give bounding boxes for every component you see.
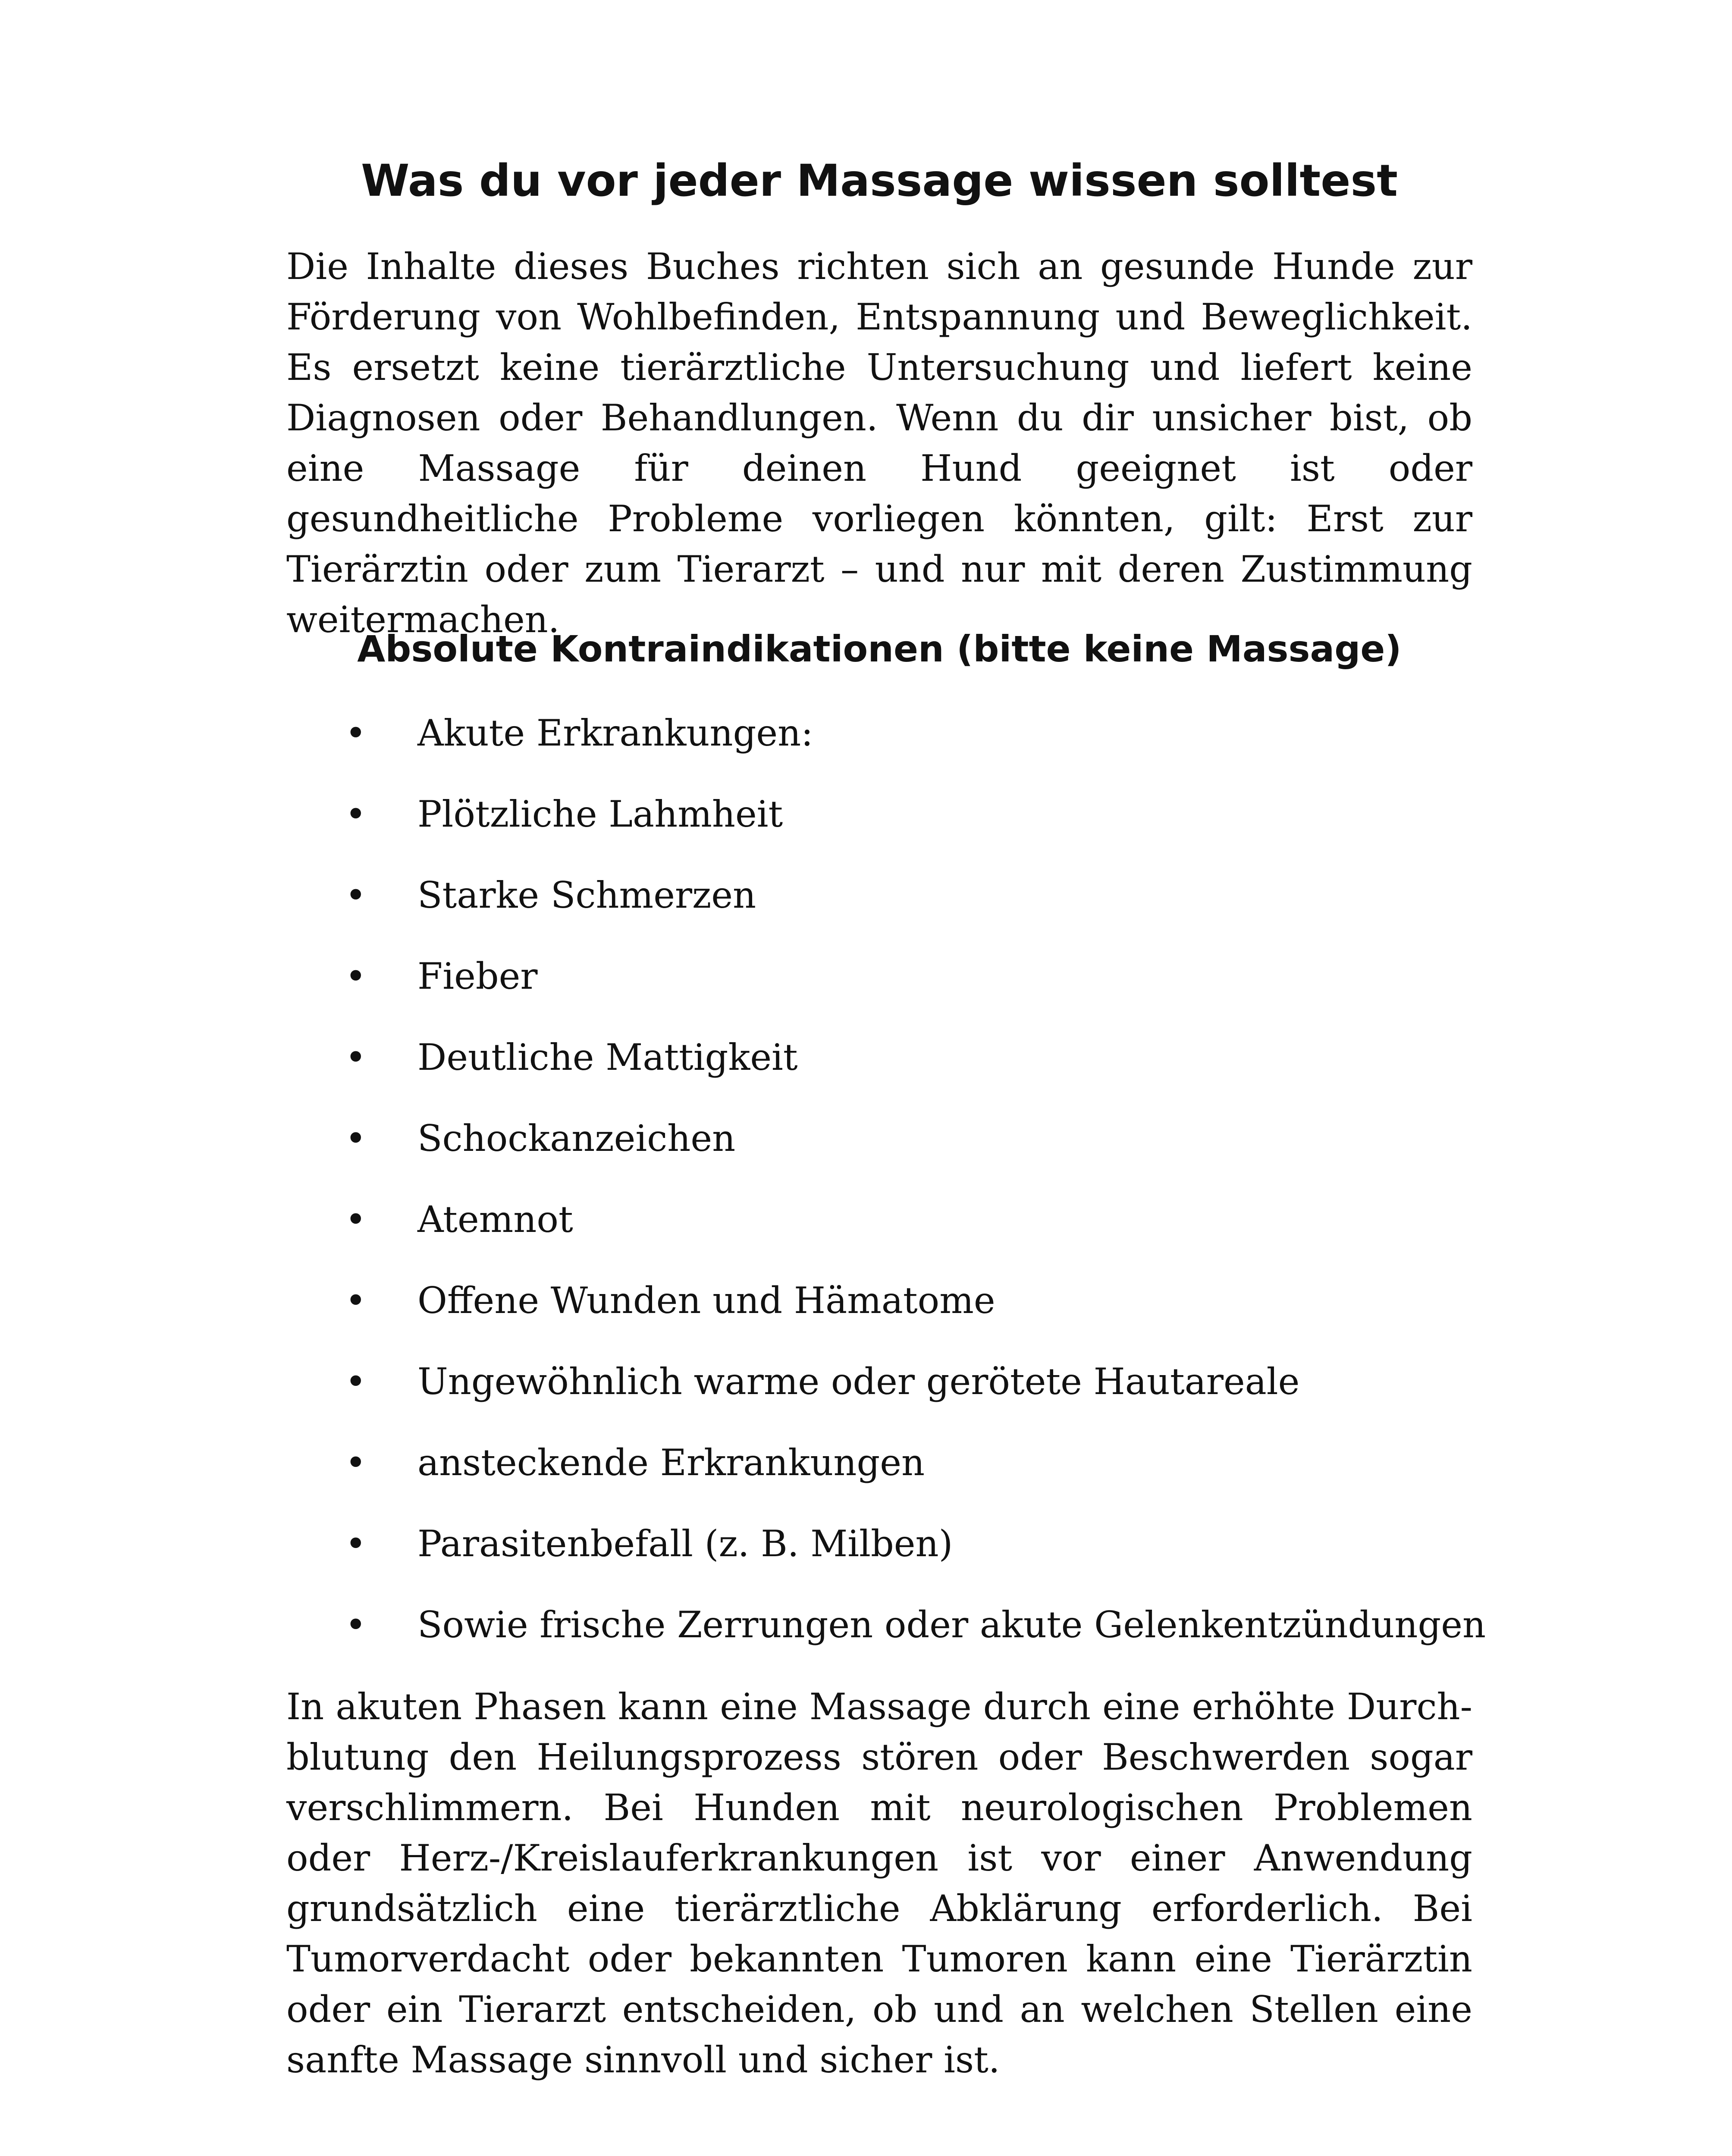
list-item-label: Sowie frische Zerrungen oder akute Gelenkentzündungen [417, 1604, 1486, 1646]
list-item-label: Atemnot [417, 1198, 573, 1241]
list-item [345, 1191, 1475, 1272]
list-item-label: Akute Erkrankungen: [417, 712, 813, 754]
list-item [345, 1110, 1475, 1191]
bullet-icon: • [345, 955, 367, 997]
list-item-label: ansteckende Erkrankungen [417, 1442, 925, 1484]
bullet-icon: • [345, 1036, 367, 1078]
bullet-icon: • [345, 1523, 367, 1565]
bullet-icon: • [345, 874, 367, 916]
list-item [345, 1435, 1475, 1516]
list-item [345, 786, 1475, 867]
closing-paragraph: In akuten Phasen kann eine Massage durch eine erhöhte Durchblutung den Heilungsprozess stören oder Beschwerden sogar verschlimmern. Bei Hunden mit neurologischen Problemen oder Herz-/Kreislauferkrankungen ist vor einer Anwendung grundsätzlich eine tierärztliche Abklärung erforderlich. Bei Tumorverdacht oder bekannten Tumoren kann eine Tierärztin oder ein Tierarzt entscheiden, ob und an welchen Stellen eine sanfte Massage sinnvoll und sicher ist. [286, 1686, 1472, 2081]
list-item-label: Parasitenbefall (z. B. Milben) [417, 1523, 953, 1565]
bullet-icon: • [345, 1360, 367, 1403]
list-item [345, 1516, 1475, 1597]
bullet-icon: • [345, 1198, 367, 1241]
list-item [345, 948, 1475, 1029]
bullet-icon: • [345, 1604, 367, 1646]
list-item-label: Offene Wunden und Hämatome [417, 1279, 995, 1322]
list-item-label: Ungewöhnlich warme oder gerötete Hautareale [417, 1360, 1300, 1403]
list-item-label: Deutliche Mattigkeit [417, 1036, 798, 1078]
page-title: Was du vor jeder Massage wissen solltest [361, 155, 1398, 207]
list-item-label: Plötzliche Lahmheit [417, 793, 783, 835]
bullet-icon: • [345, 1279, 367, 1322]
list-item [345, 1272, 1475, 1354]
bullet-icon: • [345, 1442, 367, 1484]
list-item [345, 867, 1475, 948]
list-item-label: Fieber [417, 955, 538, 997]
list-item [345, 1029, 1475, 1110]
list-item-label: Schockanzeichen [417, 1117, 736, 1159]
bullet-icon: • [345, 712, 367, 754]
bullet-icon: • [345, 1117, 367, 1159]
contraindications-list [345, 705, 1486, 1678]
list-item [345, 705, 1475, 786]
list-item [345, 1597, 1486, 1678]
list-item [345, 1354, 1475, 1435]
bullet-icon: • [345, 793, 367, 835]
intro-paragraph: Die Inhalte dieses Buches richten sich an gesunde Hunde zur Förderung von Wohlbefinden, Entspannung und Beweglichkeit. Es ersetzt keine tierärztliche Untersuchung und liefert keine Diagnosen oder Behandlungen. Wenn du dir unsicher bist, ob eine Massage für deinen Hund geeignet ist oder gesundheitliche Probleme vorliegen könnten, gilt: Erst zur Tierärztin oder zum Tierarzt – und nur mit deren Zustimmung weitermachen. [286, 245, 1472, 641]
list-item-label: Starke Schmerzen [417, 874, 756, 916]
section-heading-contraindications: Absolute Kontraindikationen (bitte keine Massage) [357, 628, 1402, 670]
